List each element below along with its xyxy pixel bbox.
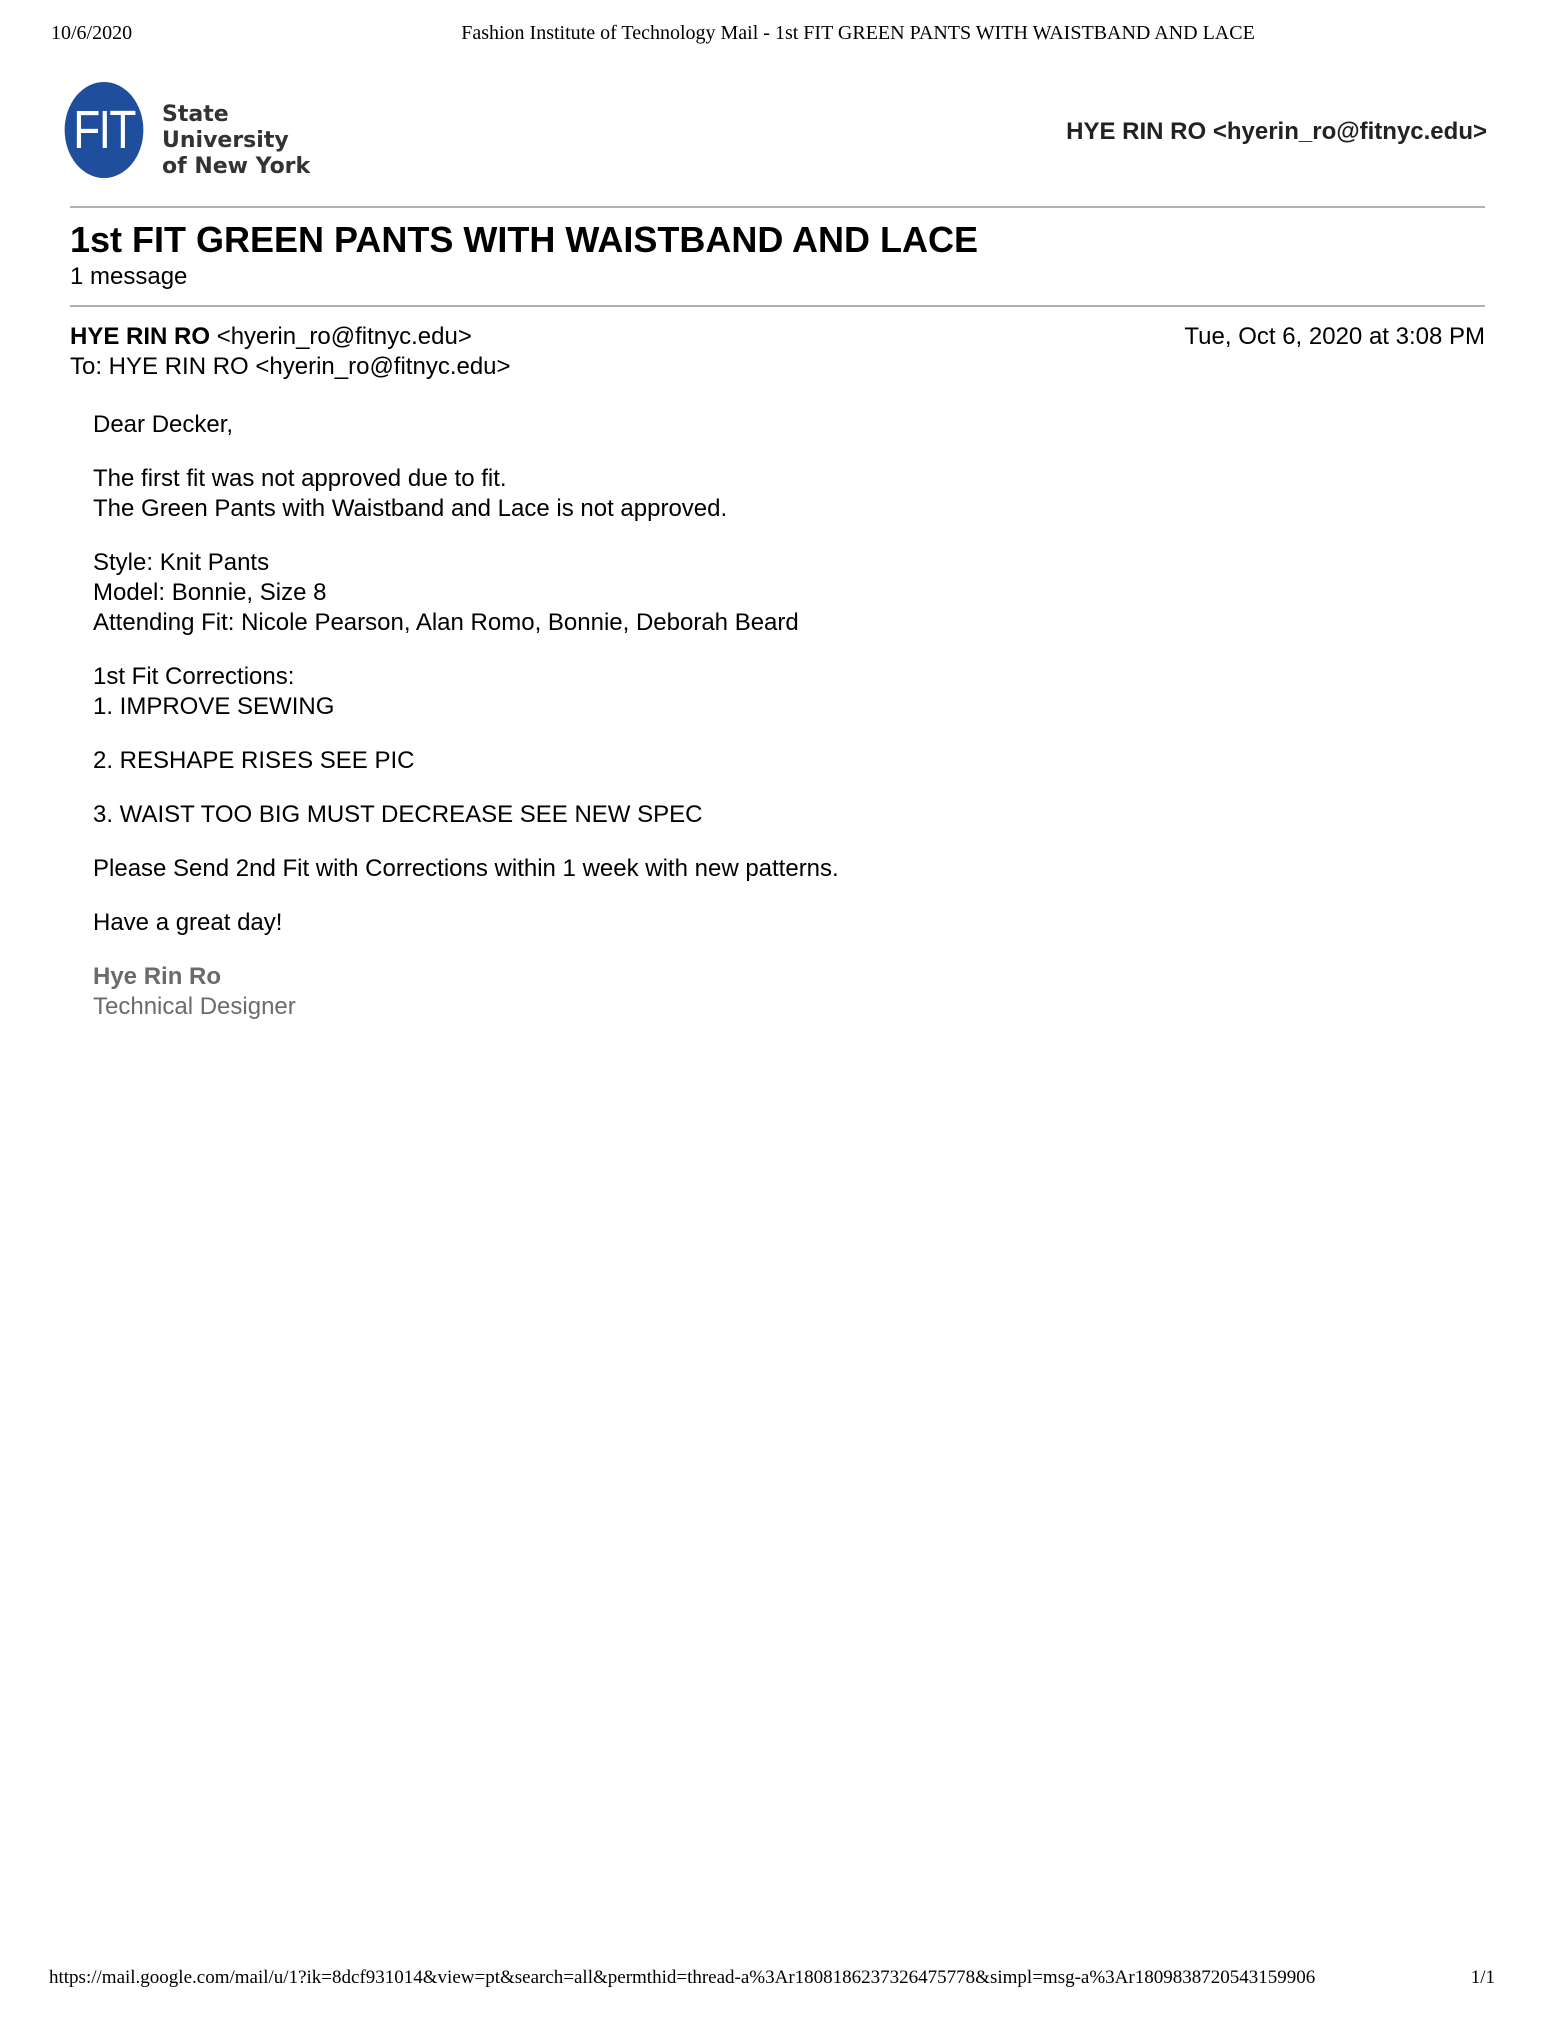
logo-line-1: State University [162, 102, 289, 153]
logo-line-2: of New York [162, 154, 311, 179]
recipient-line: To: HYE RIN RO <hyerin_ro@fitnyc.edu> [70, 353, 511, 380]
request-paragraph: Please Send 2nd Fit with Corrections within 1 week with new patterns. [93, 855, 839, 882]
approval-line-2: The Green Pants with Waistband and Lace is not approved. [93, 495, 728, 522]
correction-2: 2. RESHAPE RISES SEE PIC [93, 747, 415, 774]
message-count: 1 message [70, 263, 188, 290]
approval-paragraph [93, 464, 1393, 524]
closing: Have a great day! [93, 909, 283, 936]
message-body [93, 410, 1393, 1022]
sent-date: Tue, Oct 6, 2020 at 3:08 PM [1184, 323, 1485, 350]
fit-logo-mark: FIT [65, 82, 144, 178]
thread-subject: 1st FIT GREEN PANTS WITH WAISTBAND AND LACE [70, 219, 978, 260]
signature-name: Hye Rin Ro [93, 963, 222, 990]
signature [93, 962, 1393, 1022]
print-date: 10/6/2020 [51, 22, 133, 44]
footer-url: https://mail.google.com/mail/u/1?ik=8dcf931014&view=pt&search=all&permthid=thread-a%3Ar1808186237326475778&simpl=msg-a%3Ar1809838720543159906 [49, 1967, 1316, 1988]
details-paragraph [93, 548, 1393, 638]
sender-email: <hyerin_ro@fitnyc.edu> [216, 323, 472, 350]
style-line: Style: Knit Pants [93, 549, 270, 576]
divider-bottom [70, 305, 1485, 307]
account-name: HYE RIN RO <hyerin_ro@fitnyc.edu> [1066, 118, 1487, 145]
print-header [0, 22, 1550, 52]
page-number: 1/1 [1470, 1967, 1495, 1988]
corrections-paragraph [93, 662, 1393, 722]
print-title: Fashion Institute of Technology Mail - 1st FIT GREEN PANTS WITH WAISTBAND AND LACE [461, 22, 1255, 44]
fit-logo-text [162, 102, 356, 180]
sender-line [70, 322, 472, 352]
attending-line: Attending Fit: Nicole Pearson, Alan Romo, Bonnie, Deborah Beard [93, 609, 799, 636]
correction-3: 3. WAIST TOO BIG MUST DECREASE SEE NEW SPEC [93, 801, 703, 828]
approval-line-1: The first fit was not approved due to fit. [93, 465, 507, 492]
model-line: Model: Bonnie, Size 8 [93, 579, 327, 606]
signature-title: Technical Designer [93, 993, 296, 1020]
correction-1: 1. IMPROVE SEWING [93, 693, 335, 720]
divider-top [70, 206, 1485, 208]
greeting: Dear Decker, [93, 411, 234, 438]
corrections-title: 1st Fit Corrections: [93, 663, 295, 690]
sender-name: HYE RIN RO [70, 323, 211, 350]
fit-logo [56, 82, 356, 182]
